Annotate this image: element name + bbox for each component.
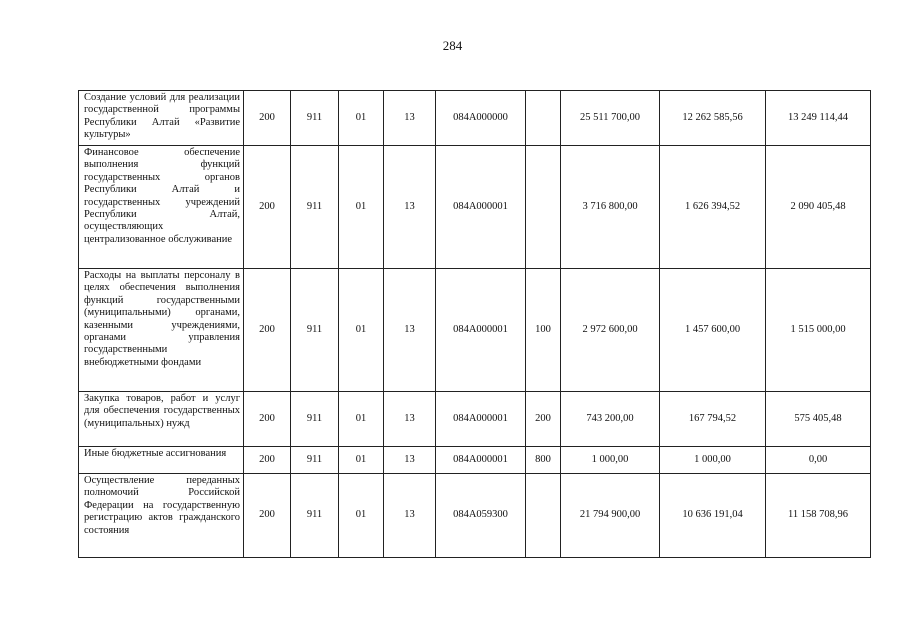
cell-subsection: 13 bbox=[384, 91, 436, 146]
cell-amount-plan: 1 000,00 bbox=[561, 447, 660, 474]
cell-amount-executed: 1 457 600,00 bbox=[660, 269, 766, 392]
cell-ministry: 911 bbox=[291, 392, 339, 447]
cell-target-article: 084A000000 bbox=[436, 91, 526, 146]
cell-amount-executed: 10 636 191,04 bbox=[660, 474, 766, 558]
cell-ministry: 911 bbox=[291, 91, 339, 146]
cell-section: 01 bbox=[339, 474, 384, 558]
cell-target-article: 084A000001 bbox=[436, 447, 526, 474]
cell-amount-plan: 2 972 600,00 bbox=[561, 269, 660, 392]
cell-amount-remaining: 11 158 708,96 bbox=[766, 474, 871, 558]
cell-amount-executed: 167 794,52 bbox=[660, 392, 766, 447]
cell-amount-executed: 12 262 585,56 bbox=[660, 91, 766, 146]
cell-subsection: 13 bbox=[384, 474, 436, 558]
cell-amount-remaining: 575 405,48 bbox=[766, 392, 871, 447]
cell-expense-type bbox=[526, 91, 561, 146]
cell-amount-executed: 1 626 394,52 bbox=[660, 146, 766, 269]
cell-section: 01 bbox=[339, 269, 384, 392]
cell-expense-type: 100 bbox=[526, 269, 561, 392]
cell-amount-plan: 21 794 900,00 bbox=[561, 474, 660, 558]
row-name: Создание условий для реализации государственной программы Республики Алтай «Развитие культуры» bbox=[79, 91, 244, 146]
cell-amount-plan: 743 200,00 bbox=[561, 392, 660, 447]
row-name: Иные бюджетные ассигнования bbox=[79, 447, 244, 474]
cell-code: 200 bbox=[244, 474, 291, 558]
cell-subsection: 13 bbox=[384, 146, 436, 269]
cell-expense-type: 800 bbox=[526, 447, 561, 474]
cell-section: 01 bbox=[339, 91, 384, 146]
cell-expense-type bbox=[526, 146, 561, 269]
cell-code: 200 bbox=[244, 146, 291, 269]
table-row bbox=[79, 392, 871, 447]
cell-subsection: 13 bbox=[384, 269, 436, 392]
cell-code: 200 bbox=[244, 269, 291, 392]
row-name: Финансовое обеспечение выполнения функций государственных органов Республики Алтай и государственных учреждений Республики Алтай, осуществляющих централизованное обслуживание bbox=[79, 146, 244, 269]
cell-section: 01 bbox=[339, 392, 384, 447]
cell-expense-type bbox=[526, 474, 561, 558]
cell-amount-remaining: 2 090 405,48 bbox=[766, 146, 871, 269]
cell-ministry: 911 bbox=[291, 474, 339, 558]
cell-amount-plan: 25 511 700,00 bbox=[561, 91, 660, 146]
cell-target-article: 084A059300 bbox=[436, 474, 526, 558]
cell-code: 200 bbox=[244, 91, 291, 146]
cell-amount-remaining: 1 515 000,00 bbox=[766, 269, 871, 392]
cell-amount-executed: 1 000,00 bbox=[660, 447, 766, 474]
table-row bbox=[79, 447, 871, 474]
cell-code: 200 bbox=[244, 392, 291, 447]
cell-subsection: 13 bbox=[384, 392, 436, 447]
page-number: 284 bbox=[442, 38, 463, 53]
cell-target-article: 084A000001 bbox=[436, 392, 526, 447]
row-name: Закупка товаров, работ и услуг для обеспечения государственных (муниципальных) нужд bbox=[79, 392, 244, 447]
cell-code: 200 bbox=[244, 447, 291, 474]
cell-amount-remaining: 13 249 114,44 bbox=[766, 91, 871, 146]
cell-amount-plan: 3 716 800,00 bbox=[561, 146, 660, 269]
cell-target-article: 084A000001 bbox=[436, 269, 526, 392]
cell-ministry: 911 bbox=[291, 146, 339, 269]
table-row bbox=[79, 474, 871, 558]
cell-target-article: 084A000001 bbox=[436, 146, 526, 269]
cell-section: 01 bbox=[339, 447, 384, 474]
cell-subsection: 13 bbox=[384, 447, 436, 474]
table-row bbox=[79, 91, 871, 146]
cell-amount-remaining: 0,00 bbox=[766, 447, 871, 474]
cell-ministry: 911 bbox=[291, 269, 339, 392]
cell-ministry: 911 bbox=[291, 447, 339, 474]
table-row bbox=[79, 269, 871, 392]
row-name: Расходы на выплаты персоналу в целях обеспечения выполнения функций государственными (муниципальными) органами, казенными учреждениями, органами управления государственными внебюджетными фондами bbox=[79, 269, 244, 392]
table-row bbox=[79, 146, 871, 269]
budget-table bbox=[78, 90, 871, 558]
row-name: Осуществление переданных полномочий Российской Федерации на государственную регистрацию актов гражданского состояния bbox=[79, 474, 244, 558]
cell-section: 01 bbox=[339, 146, 384, 269]
cell-expense-type: 200 bbox=[526, 392, 561, 447]
